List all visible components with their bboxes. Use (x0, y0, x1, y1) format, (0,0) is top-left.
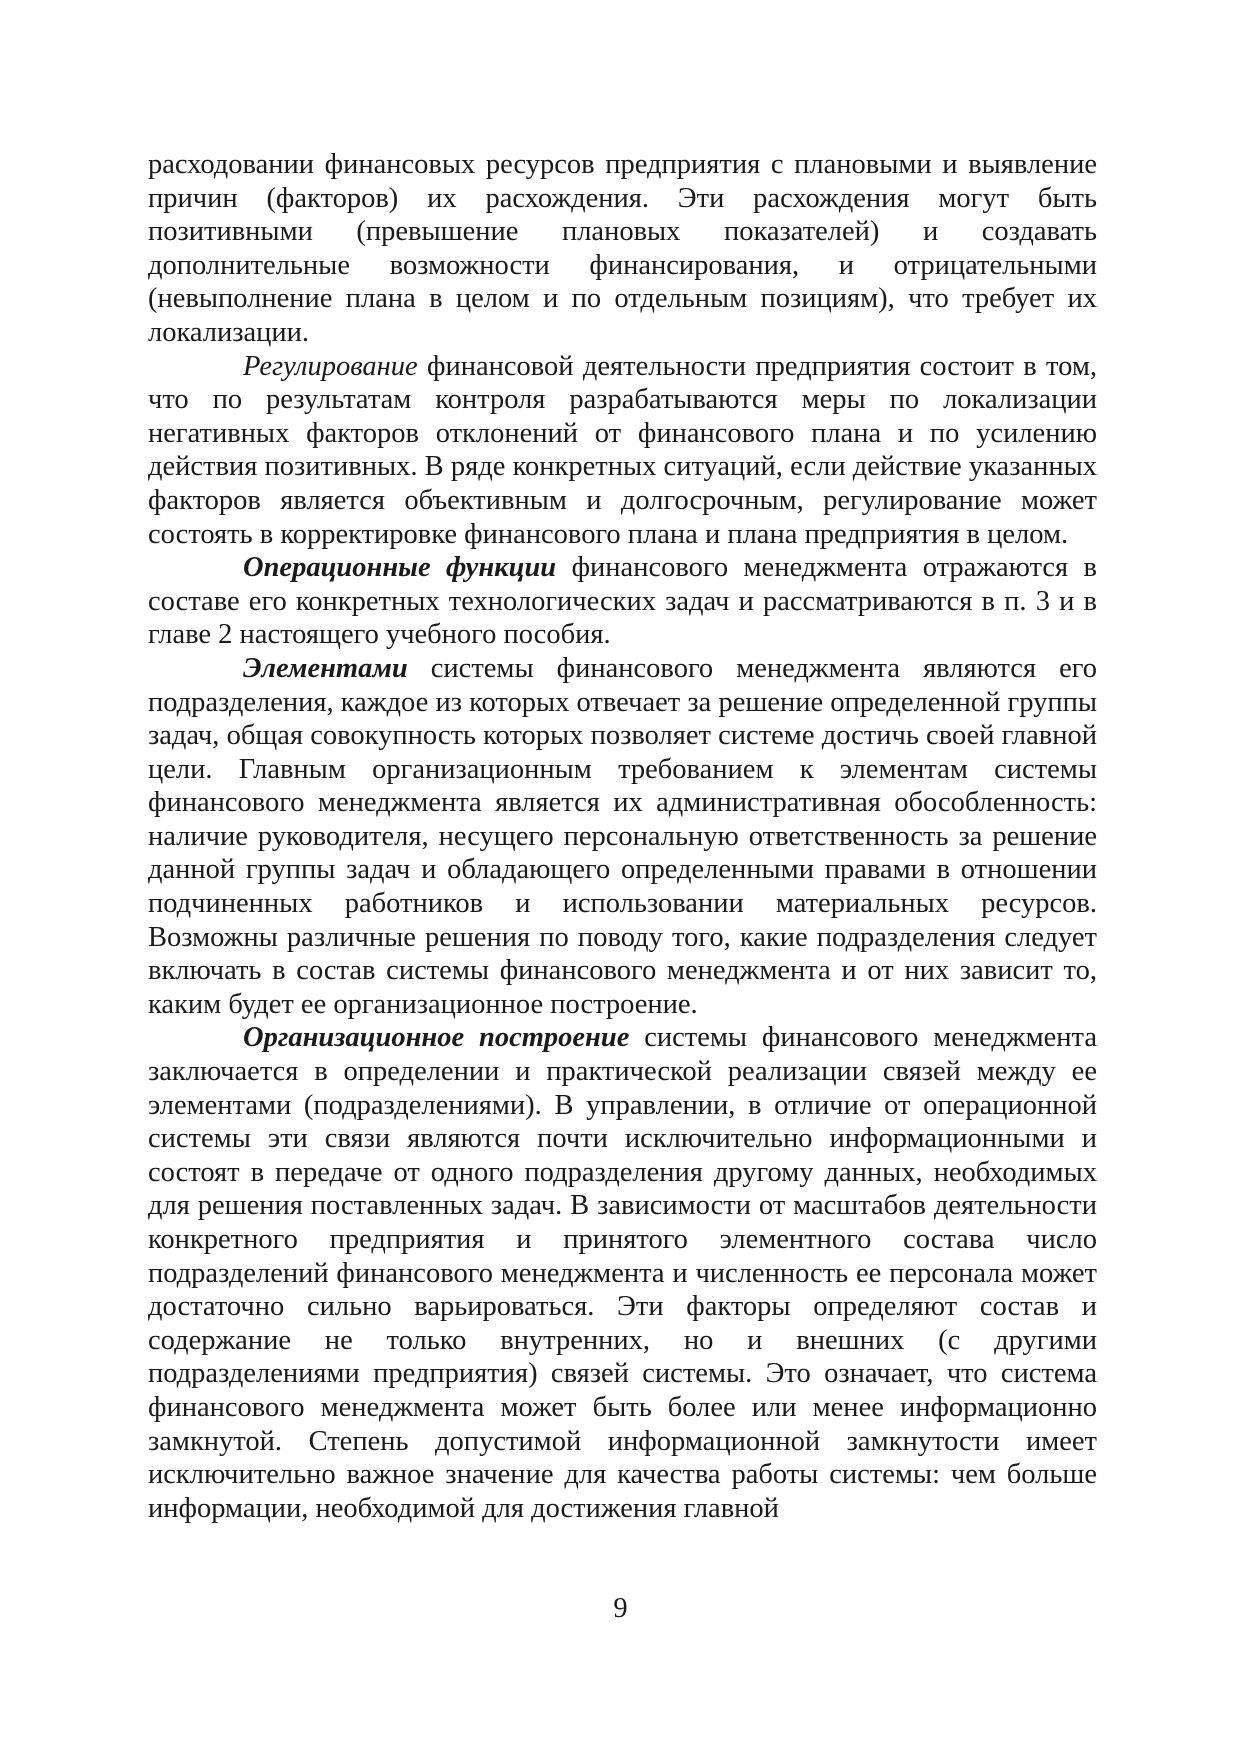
paragraph-text: финансовой деятельности предприятия состоит в том, что по результатам контроля разрабатываются меры по локализации негативных факторов отклонений от финансового плана и по усилению действия позитивных. В ряде конкретных ситуаций, если действие указанных факторов является объективным и долгосрочным, регулирование может состоять в корректировке финансового плана и плана предприятия в целом. (148, 350, 1097, 550)
paragraph-text: системы финансового менеджмента являются его подразделения, каждое из которых отвечает за решение определенной группы задач, общая совокупность которых позволяет системе достичь своей главной цели. Главным организационным требованием к элементам системы финансового менеджмента является их административная обособленность: наличие руководителя, несущего персональную ответственность за решение данной группы задач и обладающего определенными правами в отношении подчиненных работников и использовании материальных ресурсов. Возможны различные решения по поводу того, какие подразделения следует включать в состав системы финансового менеджмента и от них зависит то, каким будет ее организационное построение. (148, 652, 1097, 1020)
paragraph-text: расходовании финансовых ресурсов предприятия с плановыми и выявление причин (факторов) их расхождения. Эти расхождения могут быть позитивными (превышение плановых показателей) и создавать дополнительные возможности финансирования, и отрицательными (невыполнение плана в целом и по отдельным позициям), что требует их локализации. (148, 149, 1097, 348)
paragraph-text: системы финансового менеджмента заключается в определении и практической реализации связей между ее элементами (подразделениями). В управлении, в отличие от операционной системы эти связи являются почти исключительно информационными и состоят в передаче от одного подразделения другому данных, необходимых для решения поставленных задач. В зависимости от масштабов деятельности конкретного предприятия и принятого элементного состава число подразделений финансового менеджмента и численность ее персонала может достаточно сильно варьироваться. Эти факторы определяют состав и содержание не только внутренних, но и внешних (с другими подразделениями предприятия) связей системы. Это означает, что система финансового менеджмента может быть более или менее информационно замкнутой. Степень допустимой информационной замкнутости имеет исключительно важное значение для качества работы системы: чем больше информации, необходимой для достижения главной (148, 1022, 1097, 1524)
paragraph-control-continuation (148, 148, 1097, 350)
paragraph-elements (148, 652, 1097, 1022)
paragraph-text: финансового менеджмента отражаются в составе его конкретных технологических задач и рассматриваются в п. 3 и в главе 2 настоящего учебного пособия. (148, 552, 1097, 651)
term-regulation: Регулирование (243, 350, 418, 382)
term-elements: Элементами (243, 652, 408, 684)
term-organizational-structure: Организационное построение (243, 1022, 630, 1054)
page-number: 9 (613, 1593, 628, 1624)
document-body (148, 148, 1097, 1525)
term-operational-functions: Операционные функции (243, 552, 557, 584)
paragraph-operational-functions (148, 551, 1097, 652)
paragraph-regulation (148, 350, 1097, 552)
paragraph-organizational-structure (148, 1021, 1097, 1525)
